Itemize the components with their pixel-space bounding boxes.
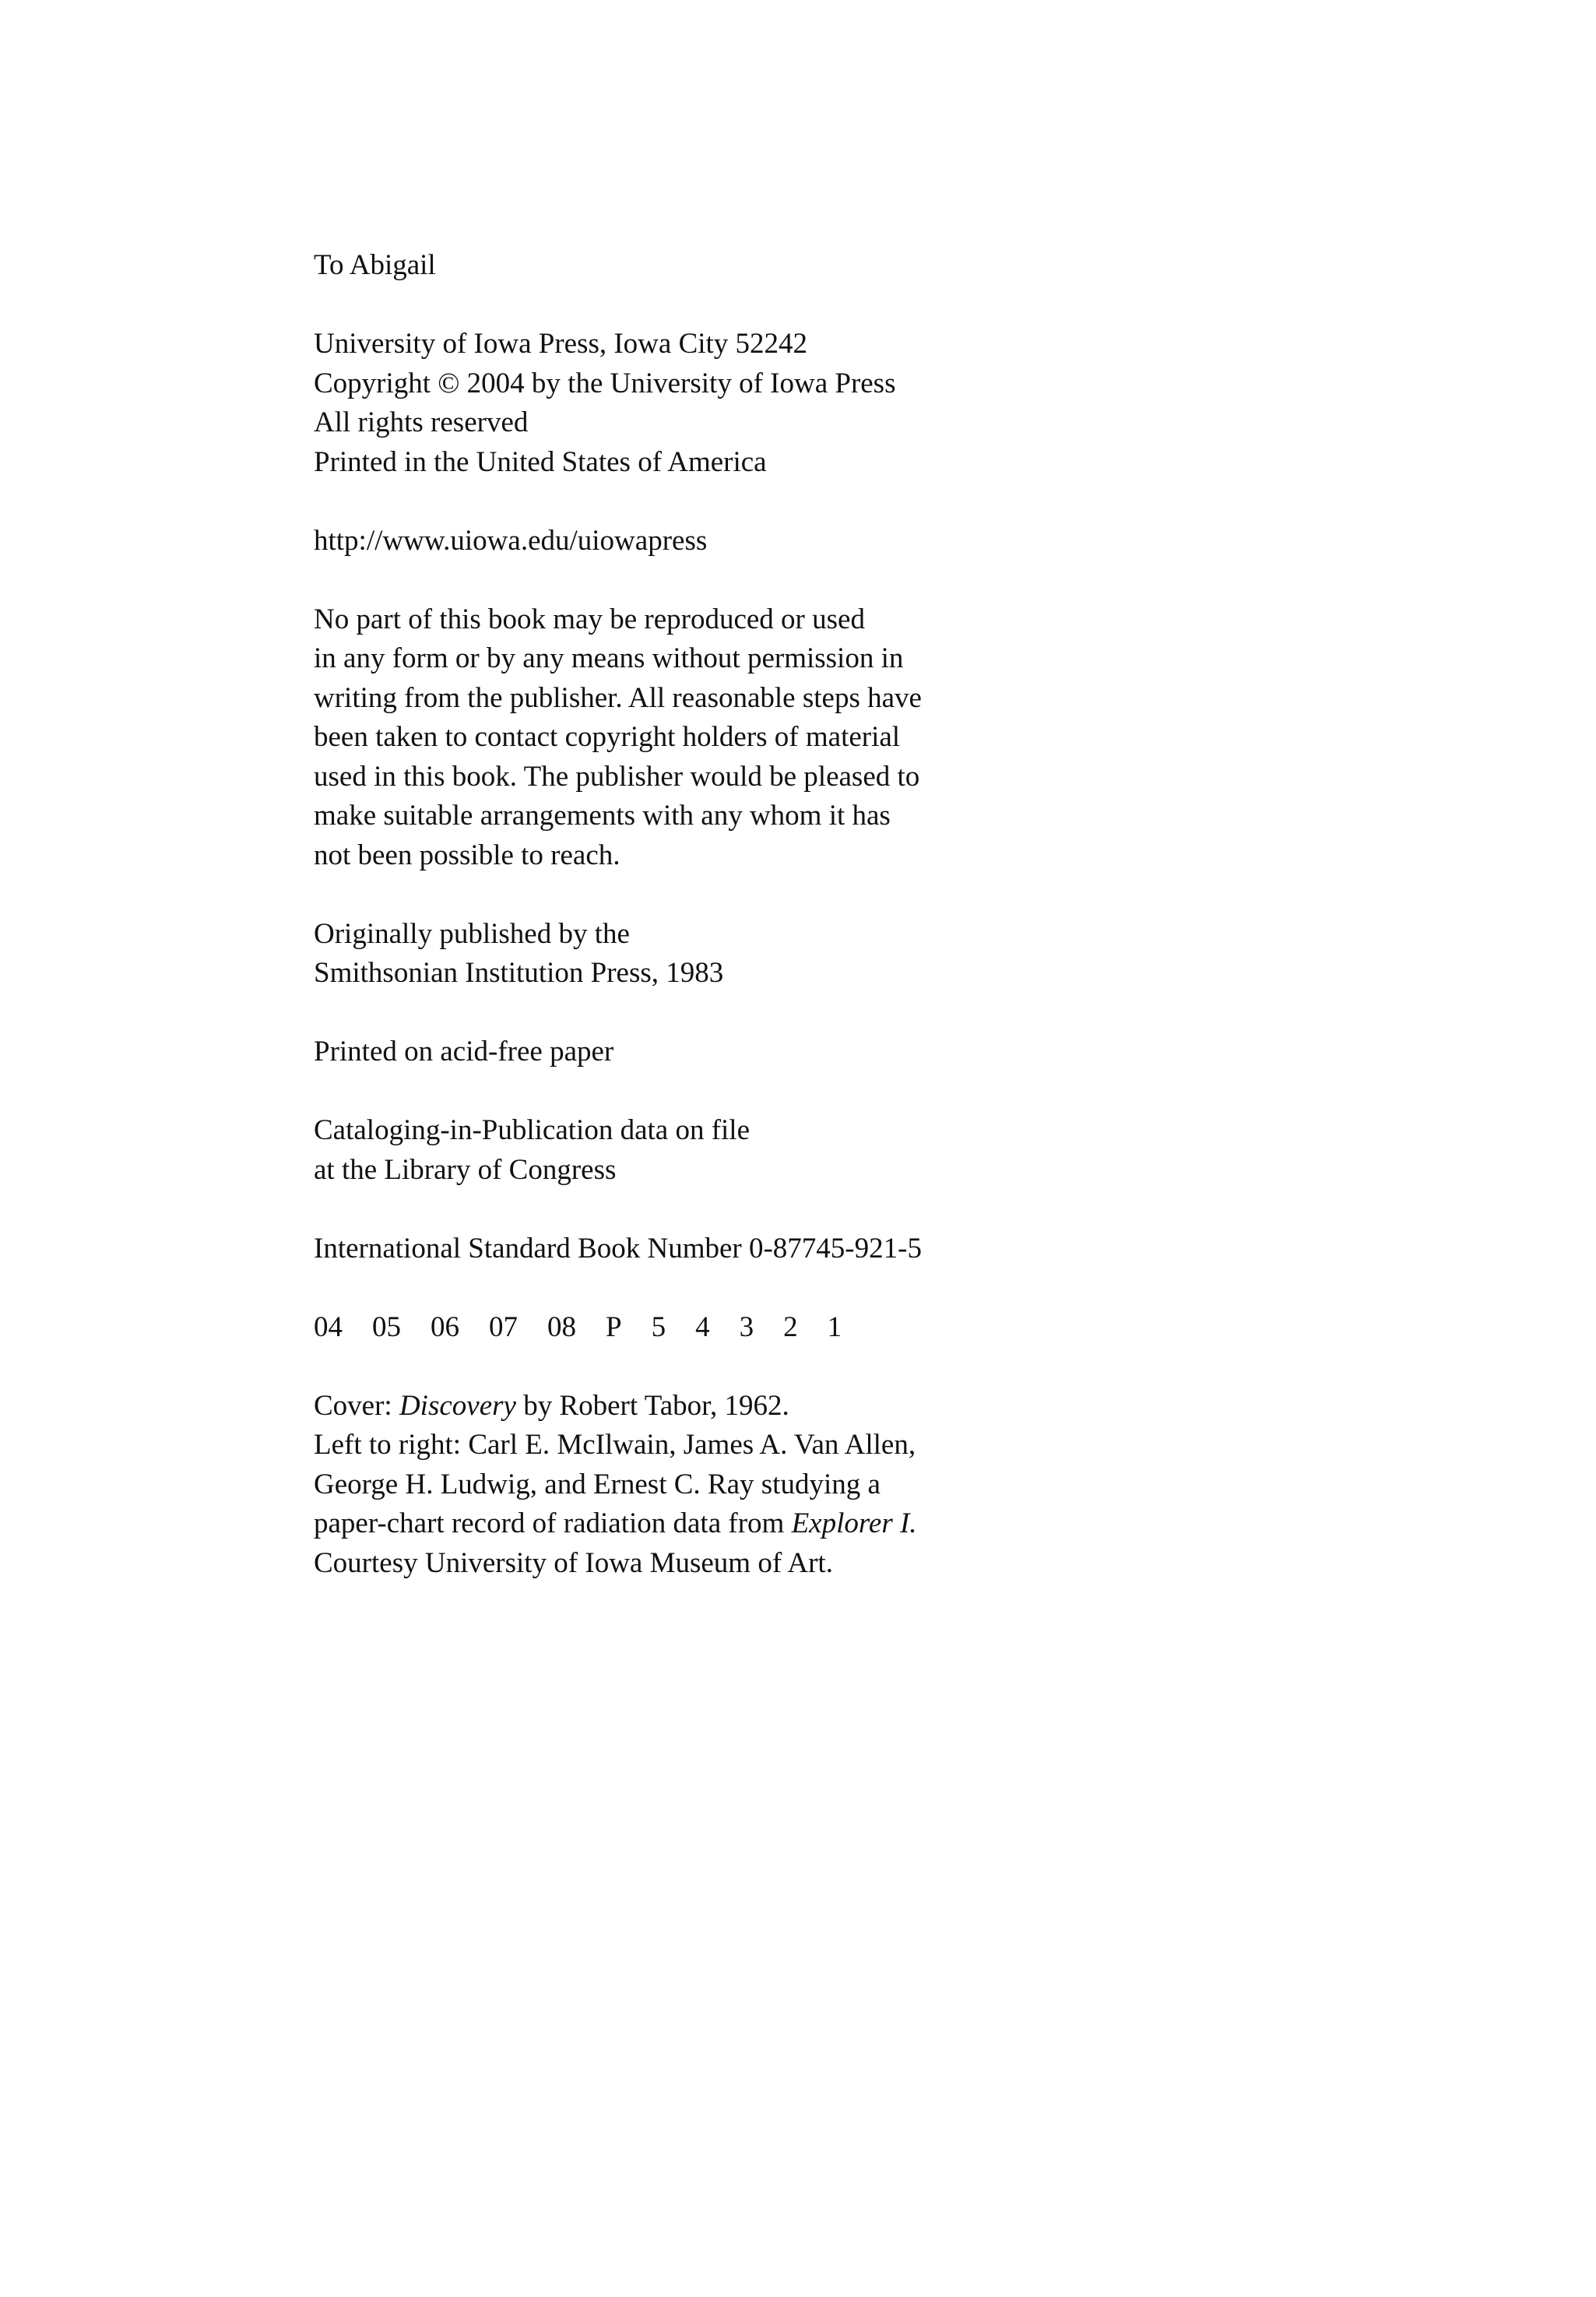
cover-credit-line: George H. Ludwig, and Ernest C. Ray studying a (314, 1468, 881, 1500)
edition-number: 07 (489, 1310, 518, 1343)
edition-number: P (606, 1310, 622, 1343)
isbn: International Standard Book Number 0-87745-921-5 (314, 1232, 922, 1265)
edition-number: 2 (783, 1310, 798, 1343)
cover-credit-line: Courtesy University of Iowa Museum of Art. (314, 1546, 833, 1579)
edition-numbers (314, 1308, 1326, 1348)
edition-number: 04 (314, 1310, 343, 1343)
cover-credit-line: Left to right: Carl E. McIlwain, James A. Van Allen, (314, 1429, 916, 1461)
dedication (314, 246, 1326, 286)
satellite-title: Explorer I. (791, 1507, 917, 1539)
edition-number: 3 (739, 1310, 754, 1343)
publisher-block (314, 325, 1326, 482)
publisher-address: University of Iowa Press, Iowa City 52242 (314, 328, 808, 360)
original-publication-line: Originally published by the (314, 917, 630, 950)
paper-note-block (314, 1032, 1326, 1072)
printed-in: Printed in the United States of America (314, 445, 767, 478)
cover-artwork-title: Discovery (399, 1389, 516, 1422)
isbn-block (314, 1229, 1326, 1269)
cover-credit (314, 1387, 1326, 1584)
paper-note: Printed on acid-free paper (314, 1036, 614, 1068)
cip-line: Cataloging-in-Publication data on file (314, 1114, 751, 1146)
rights-line: been taken to contact copyright holders of material (314, 721, 901, 753)
copyright-notice: Copyright © 2004 by the University of Iowa Press (314, 367, 896, 399)
original-publication-line: Smithsonian Institution Press, 1983 (314, 957, 724, 989)
cover-credit-line (314, 1387, 1326, 1426)
edition-number: 5 (651, 1310, 666, 1343)
publisher-url[interactable]: http://www.uiowa.edu/uiowapress (314, 524, 708, 557)
cover-credit-prefix: Cover: (314, 1389, 399, 1422)
rights-reserved: All rights reserved (314, 406, 529, 438)
rights-line: used in this book. The publisher would be pleased to (314, 760, 920, 793)
rights-block (314, 600, 1326, 876)
publisher-url-block (314, 522, 1326, 561)
rights-line: No part of this book may be reproduced or used (314, 603, 865, 635)
edition-number: 1 (827, 1310, 842, 1343)
copyright-page (314, 246, 1326, 1623)
original-publication-block (314, 915, 1326, 994)
cover-credit-text: paper-chart record of radiation data from (314, 1507, 792, 1539)
rights-line: make suitable arrangements with any whom it has (314, 800, 891, 832)
cover-credit-line (314, 1504, 1326, 1544)
rights-line: not been possible to reach. (314, 839, 620, 871)
edition-number: 4 (695, 1310, 710, 1343)
cover-credit-suffix: by Robert Tabor, 1962. (515, 1389, 789, 1422)
edition-number: 08 (547, 1310, 576, 1343)
rights-line: writing from the publisher. All reasonable steps have (314, 681, 922, 714)
rights-line: in any form or by any means without permission in (314, 642, 904, 674)
edition-number: 05 (372, 1310, 401, 1343)
cip-block (314, 1111, 1326, 1190)
edition-number: 06 (431, 1310, 459, 1343)
cip-line: at the Library of Congress (314, 1153, 617, 1186)
dedication-text: To Abigail (314, 249, 436, 281)
